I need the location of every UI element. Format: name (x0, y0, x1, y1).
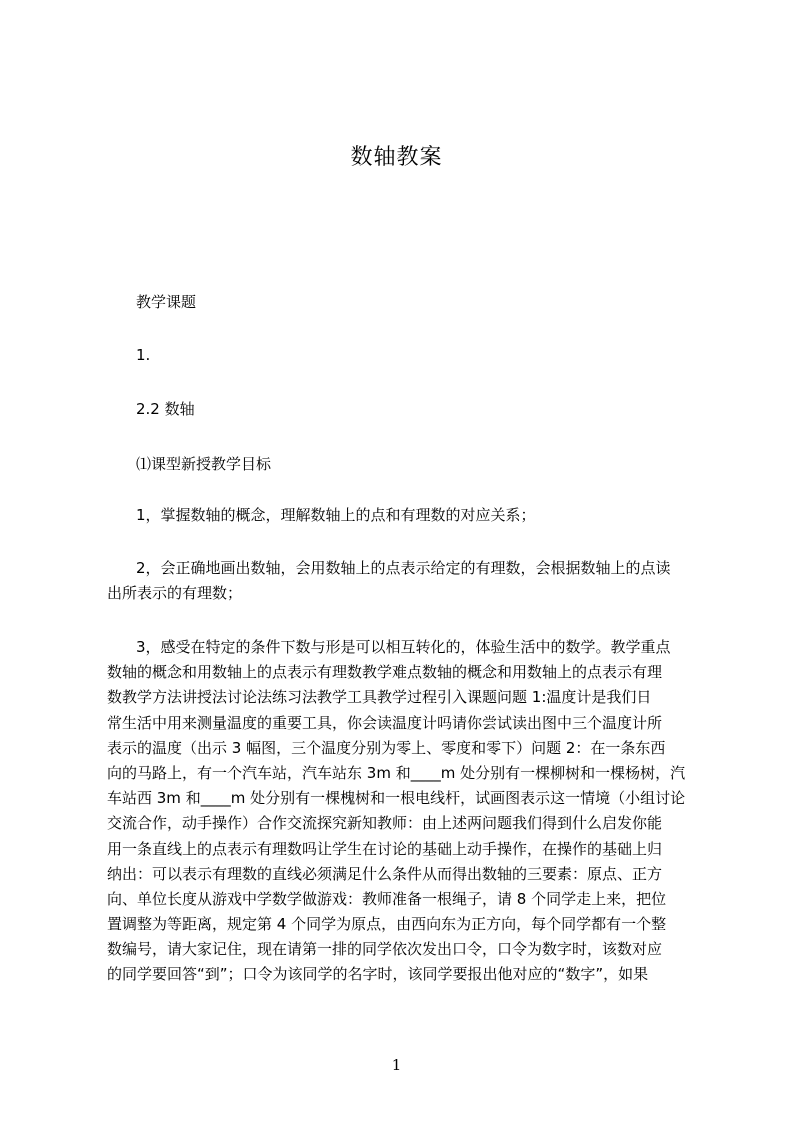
objective-3-paragraph (107, 635, 711, 988)
section-heading: 2.2 数轴 (136, 400, 195, 418)
page-number: 1 (391, 1056, 402, 1074)
paragraph-line: 3，感受在特定的条件下数与形是可以相互转化的，体验生活中的数学。教学重点 (136, 638, 671, 656)
paragraph-line: 数教学方法讲授法讨论法练习法教学工具教学过程引入课题问题 1:温度计是我们日 (107, 688, 652, 707)
paragraph-line: 数轴的概念和用数轴上的点表示有理数教学难点数轴的概念和用数轴上的点表示有理 (107, 663, 663, 682)
paragraph-line: 向、单位长度从游戏中学数学做游戏：教师准备一根绳子，请 8 个同学走上来，把位 (107, 889, 667, 908)
paragraph-line: 的同学要回答“到”；口令为该同学的名字时，该同学要报出他对应的“数字”，如果 (107, 965, 649, 984)
lesson-type: ⑴课型新授教学目标 (136, 455, 272, 473)
item-number: 1. (136, 346, 151, 364)
objective-2-line: 出所表示的有理数； (107, 584, 243, 603)
paragraph-line: 交流合作，动手操作）合作交流探究新知教师：由上述两问题我们得到什么启发你能 (107, 814, 663, 833)
objective-2 (107, 556, 711, 606)
objective-1: 1，掌握数轴的概念，理解数轴上的点和有理数的对应关系； (136, 506, 536, 524)
paragraph-line: 用一条直线上的点表示有理数吗让学生在讨论的基础上动手操作，在操作的基础上归 (107, 839, 663, 858)
lesson-label: 教学课题 (136, 293, 197, 311)
paragraph-line: 置调整为等距离，规定第 4 个同学为原点，由西向东为正方向，每个同学都有一个整 (107, 915, 667, 934)
paragraph-line: 数编号，请大家记住，现在请第一排的同学依次发出口令，口令为数字时，该数对应 (107, 940, 663, 959)
paragraph-line: 车站西 3m 和____m 处分别有一棵槐树和一根电线杆，试画图表示这一情境（小组讨论 (107, 789, 686, 808)
objective-2-line: 2，会正确地画出数轴，会用数轴上的点表示给定的有理数，会根据数轴上的点读 (136, 559, 671, 577)
paragraph-line: 纳出：可以表示有理数的直线必须满足什么条件从而得出数轴的三要素：原点、正方 (107, 864, 663, 883)
paragraph-line: 表示的温度（出示 3 幅图，三个温度分别为零上、零度和零下）问题 2：在一条东西 (107, 738, 666, 757)
page-title: 数轴教案 (350, 145, 443, 170)
paragraph-line: 常生活中用来测量温度的重要工具，你会读温度计吗请你尝试读出图中三个温度计所 (107, 713, 663, 732)
paragraph-line: 向的马路上，有一个汽车站，汽车站东 3m 和____m 处分别有一棵柳树和一棵杨树，汽 (107, 763, 686, 782)
